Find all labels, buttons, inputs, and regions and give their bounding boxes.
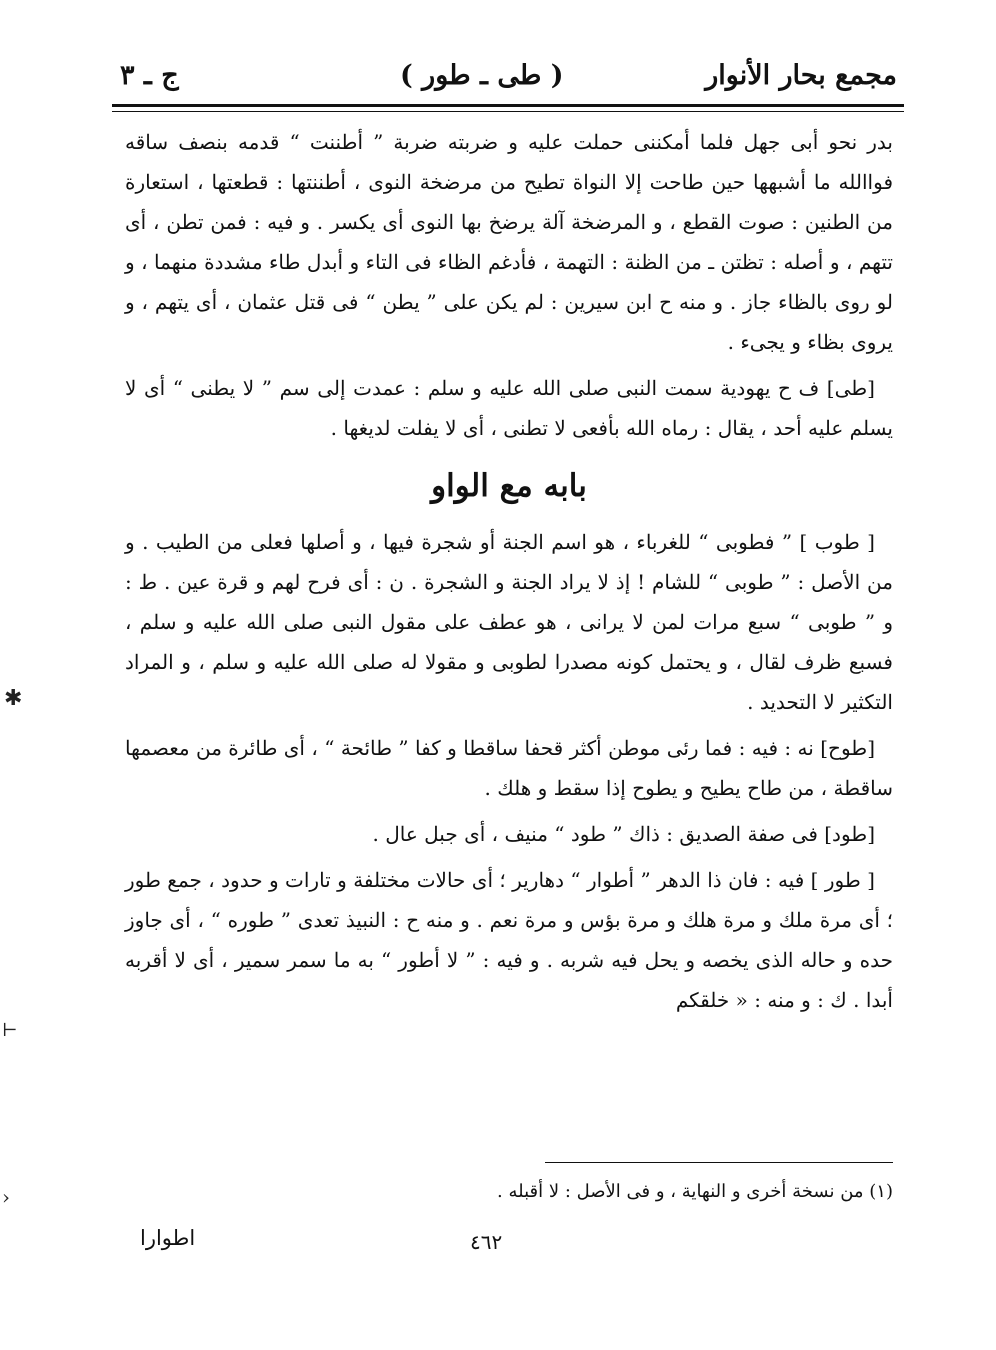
paragraph: [ طوب ] ” فطوبى “ للغرباء ، هو اسم الجنة أو شجرة فيها ، و أصلها فعلى من الطيب . و من الأصل : ” طوبى “ للشام ! إذ لا يراد الجنة و الشجرة . ن : أى فرح لهم و قرة عين . ط : و ” طوبى “ سبع مرات لمن لا يرانى ، هو عطف على مقول النبى صلى الله عليه و سلم ، فسبع ظرف لقال ، و يحتمل كونه مصدرا لطوبى و مقولا له صلى الله عليه و سلم ، و المراد التكثير لا التحديد . (125, 530, 894, 714)
catchword: اطوارا (140, 1226, 196, 1250)
section-heading: بابه مع الواو (431, 468, 587, 504)
paragraph: [ طور ] فيه : فان ذا الدهر ” أطوار “ دهارير ؛ أى حالات مختلفة و تارات و حدود ، جمع طور ؛ أى مرة ملك و مرة هلك و مرة بؤس و مرة نعم . و منه ح : النبيذ تعدى ” طوره “ ، أى جاوز حده و حاله الذى يخصه و يحل فيه شربه . و فيه : ” لا أطور “ به ما سمر سمير ، أى لا أقربه أبدا . ك : و منه : « خلقكم (125, 868, 893, 1012)
page-number: ٤٦٢ (470, 1230, 503, 1254)
running-header (110, 52, 905, 102)
volume-number: ج ـ ٣ (120, 60, 179, 91)
paragraph: بدر نحو أبى جهل فلما أمكننى حملت عليه و ضربته ضربة ” أطننت “ قدمه بنصف ساقه فواالله ما أشبهها حين طاحت إلا النواة تطيح من مرضخة النوى ، أطننتها : قطعتها ، استعارة من الطنين : صوت القطع ، و المرضخة آلة يرضخ بها النوى أى يكسر . و فيه : فمن تطن ، أى تتهم ، و أصله : تظتن ـ من الظنة : التهمة ، فأدغم الظاء فى التاء و أبدل طاء مشددة منهما ، و لو روى بالظاء جاز . و منه ح ابن سيرين : لم يكن على ” يطن “ فى قتل عثمان ، أى يتهم ، و يروى بظاء و يجىء . (125, 130, 893, 354)
margin-mark: › (2, 1185, 10, 1209)
main-text (125, 122, 893, 1020)
header-rule-thick (112, 104, 904, 107)
paragraph: [طود] فى صفة الصديق : ذاك ” طود “ منيف ، أى جبل عال . (372, 822, 875, 846)
footnote-rule (545, 1162, 893, 1163)
paragraph: [طوح] نه : فيه : فما رئى موطن أكثر قحفا ساقطا و كفا ” طائحة “ ، أى طائرة من معصمها ساقطة ، من طاح يطيح و يطوح إذا سقط و هلك . (125, 736, 893, 800)
margin-mark: ✱ (4, 686, 23, 711)
footnote: (١) من نسخة أخرى و النهاية ، و فى الأصل : لا أقبله . (497, 1181, 893, 1202)
section-topic: ( طى ـ طور ) (400, 60, 564, 91)
header-rule-thin (112, 111, 904, 112)
book-title: مجمع بحار الأنوار (705, 60, 897, 91)
paragraph: [طى] ف ح يهودية سمت النبى صلى الله عليه و سلم : عمدت إلى سم ” لا يطنى “ أى لا يسلم عليه أحد ، يقال : رماه الله بأفعى لا تطنى ، أى لا يفلت لديغها . (125, 376, 893, 440)
margin-mark: ⊢ (2, 1020, 18, 1041)
